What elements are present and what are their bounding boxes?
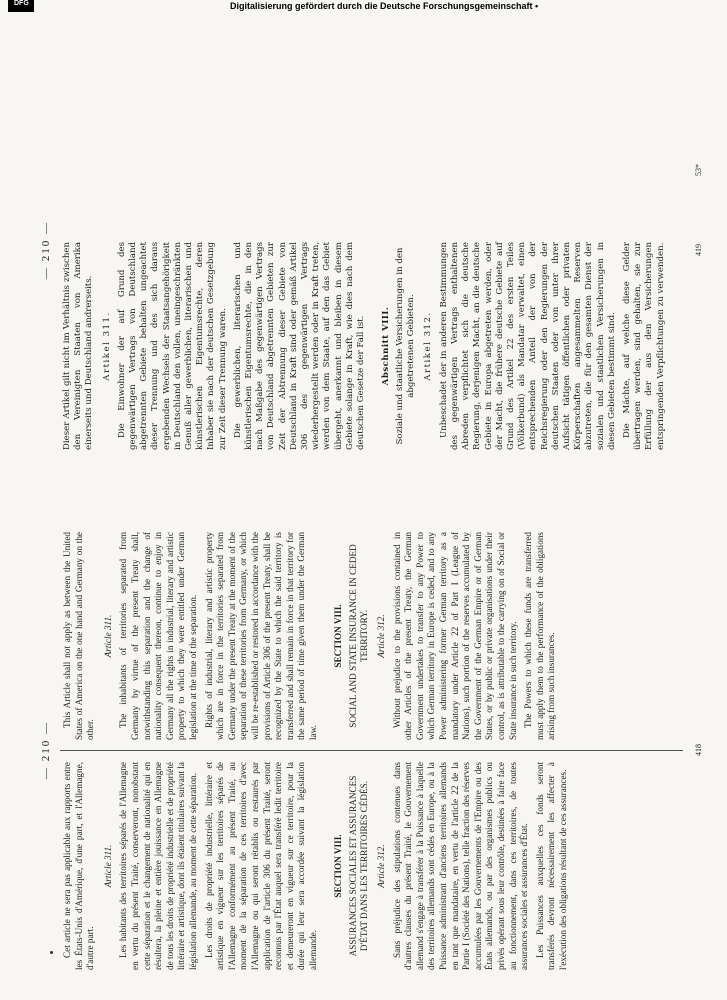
footer-sheet-number: 418 bbox=[694, 744, 703, 756]
german-section-heading: Abschnitt VIII. bbox=[381, 306, 392, 386]
french-section-title: ASSURANCES SOCIALES ET ASSURANCES D'ÉTAT DANS LES TERRITOIRES CÉDÉS. bbox=[348, 775, 370, 957]
german-section-title: Soziale und staatliche Versicherungen in den abgetretenen Gebieten. bbox=[395, 247, 417, 445]
dfg-credit-text: Digitalisierung gefördert durch die Deutsche Forschungsgemeinschaft • bbox=[230, 1, 539, 11]
english-section-title: SOCIAL AND STATE INSURANCE IN CEDED TERRITORY. bbox=[348, 544, 370, 728]
english-article-312-p1: Without prejudice to the provisions contained in other Articles of the present Treaty, the German Government undertakes to transfer to any Power to which German territory in Europe is ceded, and to any Power administering former German territory as a mandatory under Article 22 of Part I (League of Nations), such portion of the reserves accumulated by the Government of the German Empire or of German States, or by public or private organisations under their control, as is attributable to the carrying on of Social or State insurance in such territory. bbox=[391, 532, 518, 740]
french-article-312-p1: Sans préjudice des stipulations contenues dans d'autres clauses du présent Traité, le Gouvernement allemand s'engage à transférer à la Puissance à laquelle des territoires allemands sont cédés en Europe, ou à la Puissance administrant d'anciens territoires allemands en tant que mandataire, en vertu de l'article 22 de la Partie I (Société des Nations), telle fraction des réserves accumulées par les Gouvernements de l'Empire ou des États allemands, ou par des organismes publics ou privés opérant sous leur contrôle, destinées à faire face au fonctionnement, dans ces territoires, de toutes assurances sociales et assurances d'État. bbox=[391, 762, 530, 970]
english-article-311-p1: The inhabitants of territories separated from Germany by virtue of the present Treaty shall, notwithstanding this separation and the change of nationality consequent thereon, continue to enjoy in Germany all the rights in industrial, literary and artistic property to which they were entitled under German legislation at the time of the separation. bbox=[118, 532, 198, 740]
english-article-311-heading: Article 311. bbox=[102, 614, 113, 658]
left-page bbox=[0, 500, 727, 1000]
english-article-312-p2: The Powers to which these funds are transferred must apply them to the performance of the obligations arising from such insurances. bbox=[523, 532, 557, 740]
english-article-312-heading: Article 312. bbox=[376, 614, 387, 658]
french-article-312-p2: Les Puissances auxquelles ces fonds seront transférés devront nécessairement les affecter à l'exécution des obligations résultant de ces assurances. bbox=[534, 762, 568, 970]
french-article-311-p1: Les habitants des territoires séparés de l'Allemagne en vertu du présent Traité, conserveront, nonobstant cette séparation et le changement de nationalité qui en résultera, la pleine et entière jouissance en Allemagne de tous les droits de propriété industrielle et de propriété littéraire et artistique, dont ils étaient titulaires suivant la législation allemande, au moment de cette séparation. bbox=[118, 762, 198, 970]
english-column bbox=[62, 532, 562, 740]
french-article-311-p2: Les droits de propriété industrielle, littéraire et artistique en vigueur sur les territoires séparés de l'Allemagne conformément au présent Traité, au moment de la séparation de ces territoires d'avec l'Allemagne ou qui seront rétablis ou restaurés par application de l'article 306 du présent Traité, seront reconnus par l'État auquel sera transféré ledit territoire et demeureront en vigueur sur ce territoire, pour la durée qui leur sera accordée suivant la législation allemande. bbox=[203, 762, 318, 970]
english-intro: This Article shall not apply as between the United States of America on the one hand and Germany on the other. bbox=[62, 532, 96, 740]
german-article-311-heading: Artikel 311. bbox=[101, 311, 112, 381]
french-article-312-heading: Article 312. bbox=[376, 844, 387, 888]
footer-sheet-number: 419 bbox=[694, 244, 703, 256]
english-article-311-p2: Rights of industrial, literary and artistic property which are in force in the territories separated from Germany under the present Treaty at the moment of the separation of these territories from Germany, or which will be re-established or restored in accordance with the provisions of Article 306 of the present Treaty, shall be recognized by the State to which the said territory is transferred and shall remain in force in that territory for the same period of time given them under the German law. bbox=[203, 532, 318, 740]
german-article-312-heading: Artikel 312. bbox=[423, 311, 434, 381]
footer-signature-mark: 53* bbox=[694, 164, 703, 176]
german-column bbox=[62, 242, 671, 450]
english-section-heading: SECTION VIII. bbox=[333, 604, 344, 668]
page-number: — 210 — bbox=[40, 221, 52, 279]
german-article-311-p1: Die Einwohner der auf Grund des gegenwärtigen Vertrags von Deutschland abgetrennten Gebiete behalten ungeachtet dieser Trennung und des sich daraus ergebenden Wechsels der Staatsangehörigkeit in Deutschland den vollen, uneingeschränkten Genuß aller gewerblichen, literarischen und künstlerischen Eigentumsrechte, deren Inhaber sie nach der deutschen Gesetzgebung zur Zeit dieser Trennung waren. bbox=[116, 242, 228, 450]
dfg-credit-strip bbox=[0, 0, 727, 12]
french-section-heading: SECTION VIII. bbox=[333, 834, 344, 898]
page-number: — 210 — bbox=[40, 721, 52, 779]
french-column bbox=[62, 762, 574, 970]
german-article-312-p2: Die Mächte, auf welche diese Gelder übertragen werden, sind gehalten, sie zur Erfüllung der aus den Versicherungen entspringenden Verpflichtungen zu verwenden. bbox=[621, 242, 666, 450]
column-divider bbox=[60, 750, 683, 751]
french-article-311-heading: Article 311. bbox=[102, 844, 113, 888]
german-article-311-p2: Die gewerblichen, literarischen und künstlerischen Eigentumsrechte, die in den nach Maßgabe des gegenwärtigen Vertrags von Deutschland abgetrennten Gebieten zur Zeit der Abtrennung dieser Gebiete von Deutschland in Kraft sind oder gemäß Artikel 306 des gegenwärtigen Vertrags wiederhergestellt werden oder in Kraft treten, werden von dem Staate, auf den das Gebiet übergeht, anerkannt und bleiben in diesem Gebiete solange in Kraft, wie dies nach dem deutschen Gesetze der Fall ist. bbox=[232, 242, 367, 450]
dfg-logo: DFG bbox=[8, 0, 34, 12]
french-intro: Cet article ne sera pas applicable aux rapports entre les États-Unis d'Amérique, d'une part, et l'Allemagne, d'autre part. bbox=[62, 762, 96, 970]
german-article-312-p1: Unbeschadet der in anderen Bestimmungen des gegenwärtigen Vertrags enthaltenen Abreden verpflichtet sich die deutsche Regierung, derjenigen Macht, an die deutsche Gebiete in Europa abgetreten werden, oder der Macht, die frühere deutsche Gebiete auf Grund des Artikel 22 des ersten Teiles (Völkerbund) als Mandatar verwaltet, einen entsprechenden Anteil der von der Reichsregierung oder den Regierungen der deutschen Staaten oder von unter ihrer Aufsicht tätigen öffentlichen oder privaten Körperschaften angesammelten Reserven abzutreten, die für den gesamten Dienst der sozialen und staatlichen Versicherungen in diesen Gebieten bestimmt sind. bbox=[438, 242, 617, 450]
german-intro: Dieser Artikel gilt nicht im Verhältnis zwischen den Vereinigten Staaten von Amerika einerseits und Deutschland andrerseits. bbox=[62, 242, 95, 450]
